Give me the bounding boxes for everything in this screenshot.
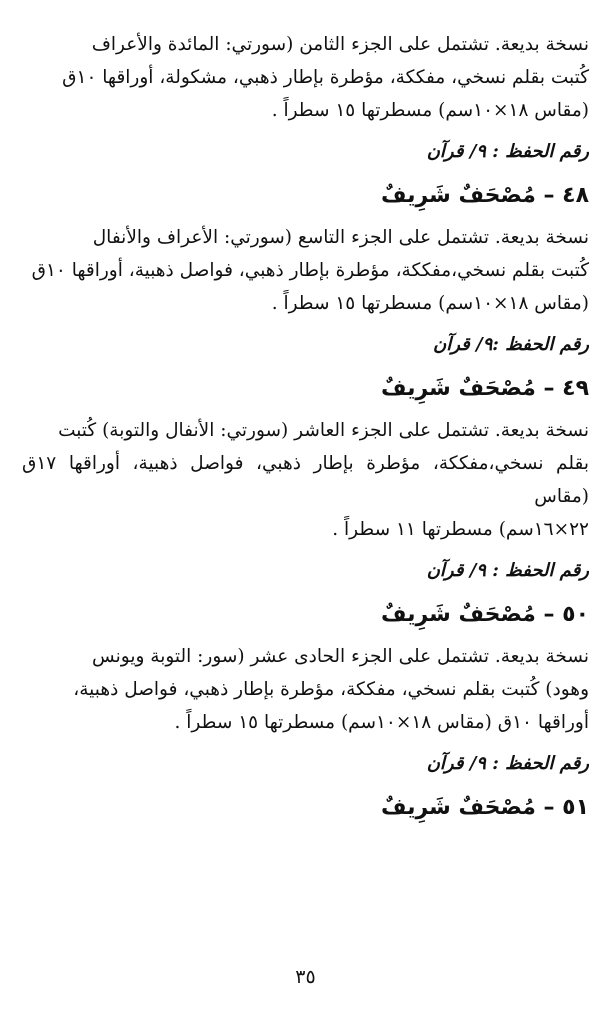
entry-description <box>22 28 589 127</box>
document-page <box>22 28 589 833</box>
text-line: نسخة بديعة. تشتمل على الجزء التاسع (سورتي: الأعراف والأنفال <box>92 227 589 248</box>
text-line: ٢٢×١٦سم) مسطرتها ١١ سطراً . <box>332 519 589 540</box>
text-line: أوراقها ١٠ق (مقاس ١٨×١٠سم) مسطرتها ١٥ سطراً . <box>174 712 589 733</box>
text-line: (مقاس ١٨×١٠سم) مسطرتها ١٥ سطراً . <box>271 100 589 121</box>
text-line: نسخة بديعة. تشتمل على الجزء العاشر (سورتي: الأنفال والتوبة) كُتبت <box>58 420 589 441</box>
entry-heading: ٤٩ – مُصْحَفٌ شَرِيفٌ <box>381 376 589 401</box>
text-line: بقلم نسخي،مفككة، مؤطرة بإطار ذهبي، فواصل ذهبية، أوراقها ١٧ق (مقاس <box>22 453 589 507</box>
entry-description <box>22 221 589 320</box>
entry-heading: ٥٠ – مُصْحَفٌ شَرِيفٌ <box>381 602 589 627</box>
shelfmark: رقم الحفظ :٩/ قرآن <box>432 334 589 355</box>
shelfmark: رقم الحفظ : ٩/ قرآن <box>426 753 589 774</box>
entry-description <box>22 640 589 739</box>
text-line: (مقاس ١٨×١٠سم) مسطرتها ١٥ سطراً . <box>271 293 589 314</box>
entry-heading: ٥١ – مُصْحَفٌ شَرِيفٌ <box>381 795 589 820</box>
shelfmark: رقم الحفظ : ٩/ قرآن <box>426 560 589 581</box>
entry-heading: ٤٨ – مُصْحَفٌ شَرِيفٌ <box>381 183 589 208</box>
text-line: كُتبت بقلم نسخي،مفككة، مؤطرة بإطار ذهبي، فواصل ذهبية، أوراقها ١٠ق <box>31 260 589 281</box>
text-line: وهود) كُتبت بقلم نسخي، مفككة، مؤطرة بإطار ذهبي، فواصل ذهبية، <box>73 679 589 700</box>
page-number: ٣٥ <box>295 966 316 988</box>
shelfmark: رقم الحفظ : ٩/ قرآن <box>426 141 589 162</box>
text-line: نسخة بديعة. تشتمل على الجزء الحادى عشر (سور: التوبة ويونس <box>92 646 589 667</box>
text-line: كُتبت بقلم نسخي، مفككة، مؤطرة بإطار ذهبي، مشكولة، أوراقها ١٠ق <box>62 67 589 88</box>
text-line: نسخة بديعة. تشتمل على الجزء الثامن (سورتي: المائدة والأعراف <box>91 34 589 55</box>
entry-description <box>22 414 589 546</box>
